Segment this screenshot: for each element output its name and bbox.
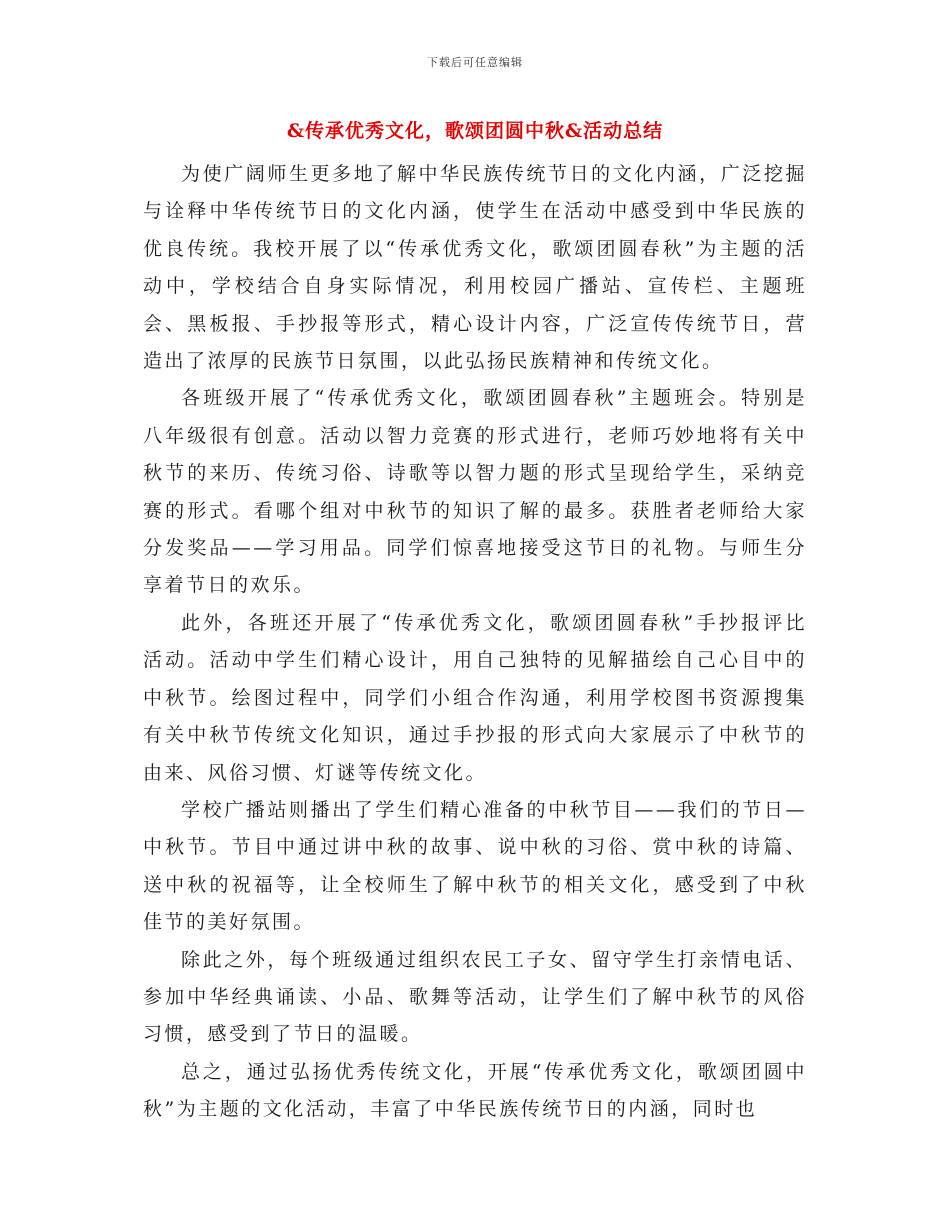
paragraph: 为使广阔师生更多地了解中华民族传统节日的文化内涵，广泛挖掘与诠释中华传统节日的文化内涵，使学生在活动中感受到中华民族的优良传统。我校开展了以“传承优秀文化，歌颂团圆春秋”为主题的活动中，学校结合自身实际情况，利用校园广播站、宣传栏、主题班会、黑板报、手抄报等形式，精心设计内容，广泛宣传传统节日，营造出了浓厚的民族节日氛围，以此弘扬民族精神和传统文化。 bbox=[143, 163, 807, 373]
document-body bbox=[143, 156, 807, 1129]
header-note: 下载后可任意编辑 bbox=[427, 56, 523, 69]
paragraph: 各班级开展了“传承优秀文化，歌颂团圆春秋”主题班会。特别是八年级很有创意。活动以智力竞赛的形式进行，老师巧妙地将有关中秋节的来历、传统习俗、诗歌等以智力题的形式呈现给学生，采纳竞赛的形式。看哪个组对中秋节的知识了解的最多。获胜者老师给大家分发奖品——学习用品。同学们惊喜地接受这节日的礼物。与师生分享着节日的欢乐。 bbox=[143, 387, 807, 597]
paragraph: 总之，通过弘扬优秀传统文化，开展“传承优秀文化，歌颂团圆中秋”为主题的文化活动，丰富了中华民族传统节日的内涵，同时也 bbox=[143, 1060, 807, 1121]
paragraph: 此外，各班还开展了“传承优秀文化，歌颂团圆春秋”手抄报评比活动。活动中学生们精心设计，用自己独特的见解描绘自己心目中的中秋节。绘图过程中，同学们小组合作沟通，利用学校图书资源搜集有关中秋节传统文化知识，通过手抄报的形式向大家展示了中秋节的由来、风俗习惯、灯谜等传统文化。 bbox=[143, 611, 807, 784]
paragraph: 学校广播站则播出了学生们精心准备的中秋节目——我们的节日—中秋节。节目中通过讲中秋的故事、说中秋的习俗、赏中秋的诗篇、送中秋的祝福等，让全校师生了解中秋节的相关文化，感受到了中秋佳节的美好氛围。 bbox=[143, 798, 807, 934]
paragraph: 除此之外，每个班级通过组织农民工子女、留守学生打亲情电话、参加中华经典诵读、小品、歌舞等活动，让学生们了解中秋节的风俗习惯，感受到了节日的温暖。 bbox=[143, 948, 807, 1046]
document-title: &传承优秀文化，歌颂团圆中秋&活动总结 bbox=[286, 120, 664, 142]
